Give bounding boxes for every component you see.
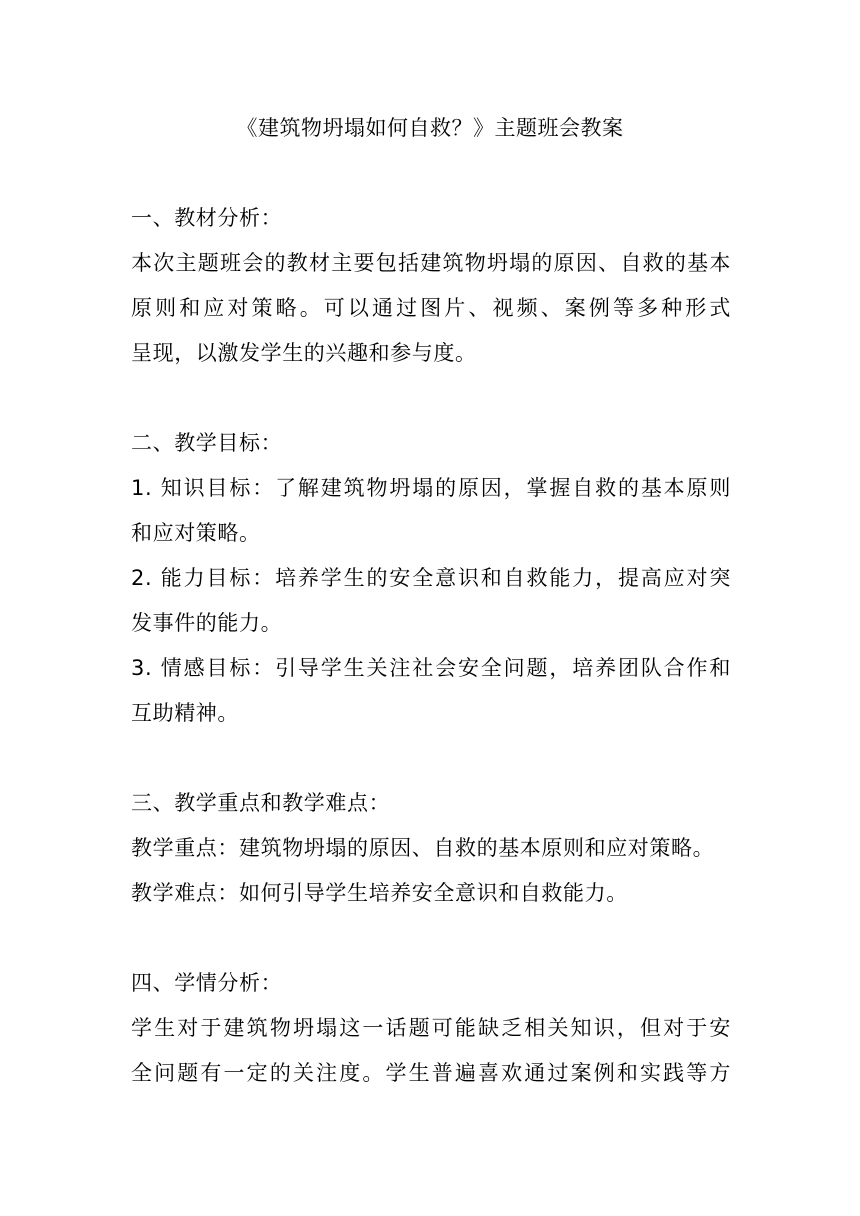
section-heading: 三、教学重点和教学难点： [131,791,391,815]
paragraph-line: 呈现，以激发学生的兴趣和参与度。 [131,341,477,365]
paragraph-line: 本次主题班会的教材主要包括建筑物坍塌的原因、自救的基本 [131,251,731,275]
paragraph-line: 教学重点：建筑物坍塌的原因、自救的基本原则和应对策略。 [131,836,715,860]
list-item-line: 3. 情感目标：引导学生关注社会安全问题，培养团队合作和 [131,656,731,680]
list-item-line: 互助精神。 [131,701,239,725]
list-item-line: 和应对策略。 [131,521,261,545]
paragraph-line: 原则和应对策略。可以通过图片、视频、案例等多种形式 [131,296,731,320]
paragraph-line: 学生对于建筑物坍塌这一话题可能缺乏相关知识，但对于安 [131,1016,731,1040]
paragraph-line: 全问题有一定的关注度。学生普遍喜欢通过案例和实践等方 [131,1061,731,1085]
paragraph-line: 教学难点：如何引导学生培养安全意识和自救能力。 [131,881,628,905]
section-heading: 二、教学目标： [131,431,283,455]
document-title: 《建筑物坍塌如何自救？》主题班会教案 [236,116,624,140]
section-heading: 四、学情分析： [131,971,283,995]
list-item-line: 1. 知识目标：了解建筑物坍塌的原因，掌握自救的基本原则 [131,476,731,500]
list-item-line: 发事件的能力。 [131,611,283,635]
section-heading: 一、教材分析： [131,206,283,230]
list-item-line: 2. 能力目标：培养学生的安全意识和自救能力，提高应对突 [131,566,731,590]
